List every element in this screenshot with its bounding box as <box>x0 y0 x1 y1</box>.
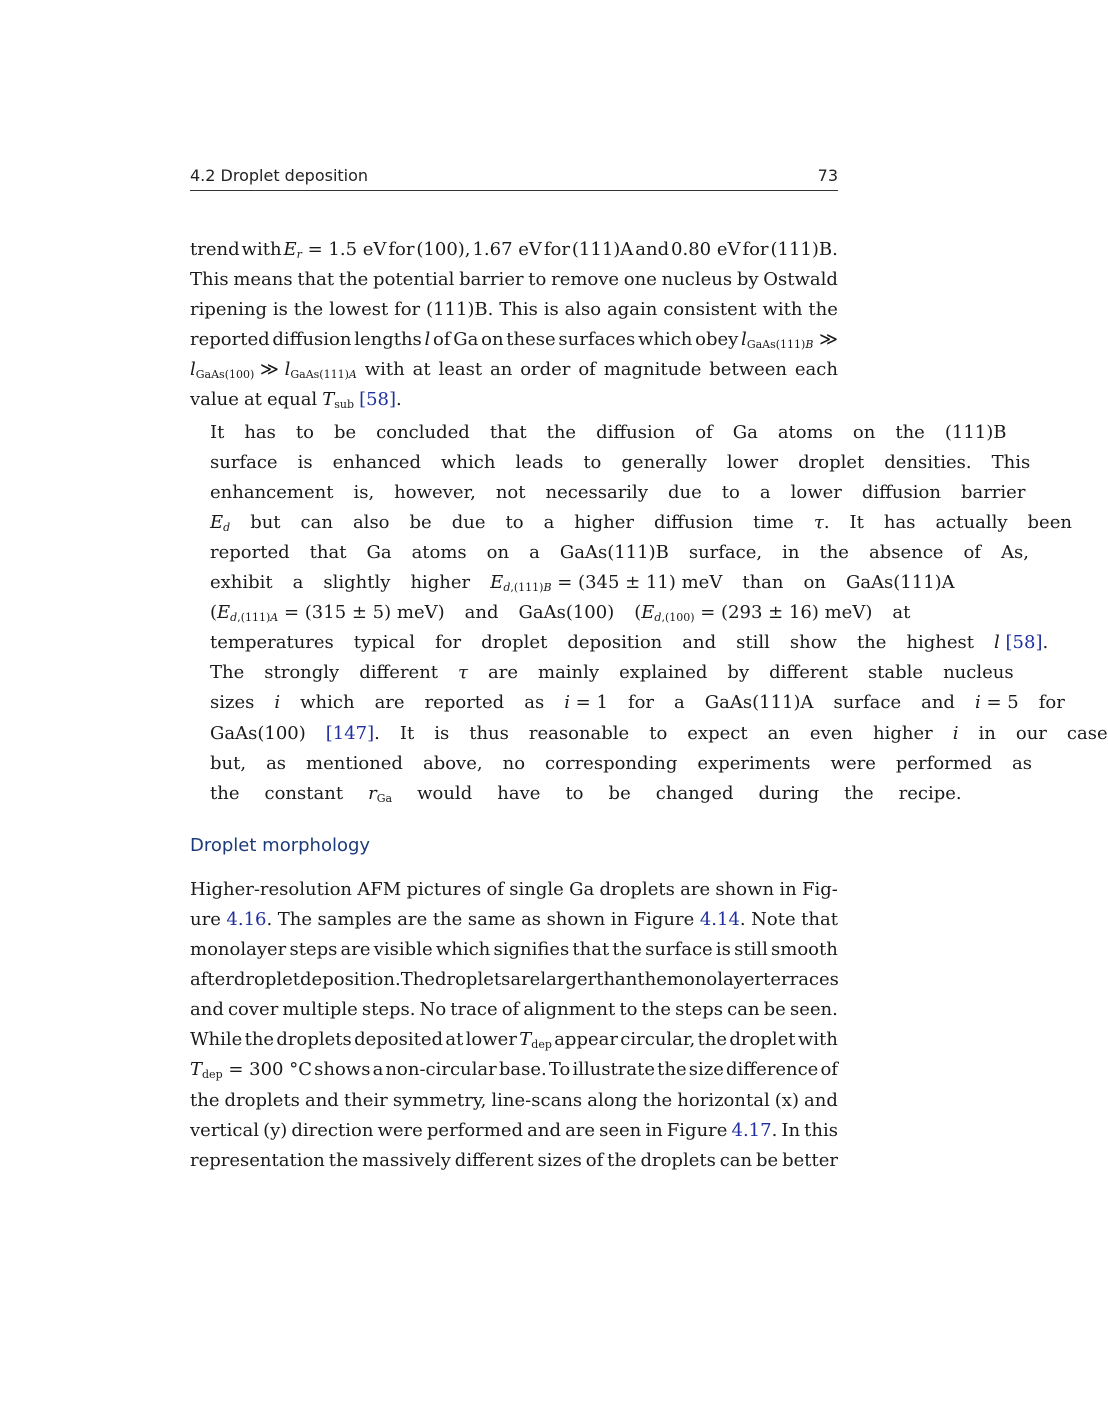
header-page-number: 73 <box>817 166 838 185</box>
citation-147[interactable]: [147] <box>325 722 375 744</box>
paragraph-1: trend with $E_r = 1.5$ eV for (100), 1.67 eV for (111)A and 0.80 eV for (111)B. This means that the potential barrier to remove one nucleus by Ostwald ripening is the lowest for (111)B. This is also again consistent with the reported diffusion lengths l of Ga on these surfaces which obey $l_{GaAs(111)B}$ ≫ $l_{GaAs(100)}$ ≫ $l_{GaAs(111)A}$ with at least an order of magnitude between each value at equal $T_{sub}$ [58]. <box>190 239 838 412</box>
paragraph-2: It has to be concluded that the diffusion of Ga atoms on the (111)B surface is enhanced which leads to generally lower droplet densities. This enhancement is, however, not necessarily due to a lower diffusion barrier $E_d$ but can also be due to a higher diffusion time τ. It has actually been reported that Ga atoms on a GaAs(111)B surface, in the absence of As, exhibit a slightly higher $E_{d,(111)B} = (345 \pm 11)$ meV than on GaAs(111)A ($E_{d,(111)A} = (315 \pm 5)$ meV) and GaAs(100) ($E_{d,(100)} = (293 \pm 16)$ meV) at temperatures typical for droplet deposition and still show the highest l [58]. The strongly different τ are mainly explained by different stable nucleus sizes i which are reported as i = 1 for a GaAs(111)A surface and i = 5 for GaAs(100) [147]. It is thus reasonable to expect an even higher i in our case but, as mentioned above, no corresponding experiments were performed as the constant $r_{Ga}$ would have to be changed during the recipe. <box>210 421 1108 805</box>
figure-ref-4-16[interactable]: 4.16 <box>226 908 267 930</box>
header-section-title: 4.2 Droplet deposition <box>190 166 369 185</box>
citation-58b[interactable]: [58] <box>1005 632 1043 654</box>
paragraph-3: Higher-resolution AFM pictures of single Ga droplets are shown in Fig- ure 4.16. The samples are the same as shown in Figure 4.14. Note that monolayer steps are visible which signifies that the surface is still smooth after droplet deposition. The droplets are larger than the monolayer terraces and cover multiple steps. No trace of alignment to the steps can be seen. While the droplets deposited at lower $T_{dep}$ appear circular, the droplet with $T_{dep} = 300$ °C shows a non-circular base. To illustrate the size difference of the droplets and their symmetry, line-scans along the horizontal (x) and vertical (y) direction were performed and are seen in Figure 4.17. In this representation the massively different sizes of the droplets can be better <box>190 878 839 1171</box>
figure-ref-4-14[interactable]: 4.14 <box>699 908 740 930</box>
citation-58[interactable]: [58] <box>359 389 397 411</box>
section-heading: Droplet morphology <box>190 834 371 856</box>
figure-ref-4-17[interactable]: 4.17 <box>731 1119 772 1141</box>
body-text <box>190 235 1108 1176</box>
running-header <box>190 166 838 191</box>
